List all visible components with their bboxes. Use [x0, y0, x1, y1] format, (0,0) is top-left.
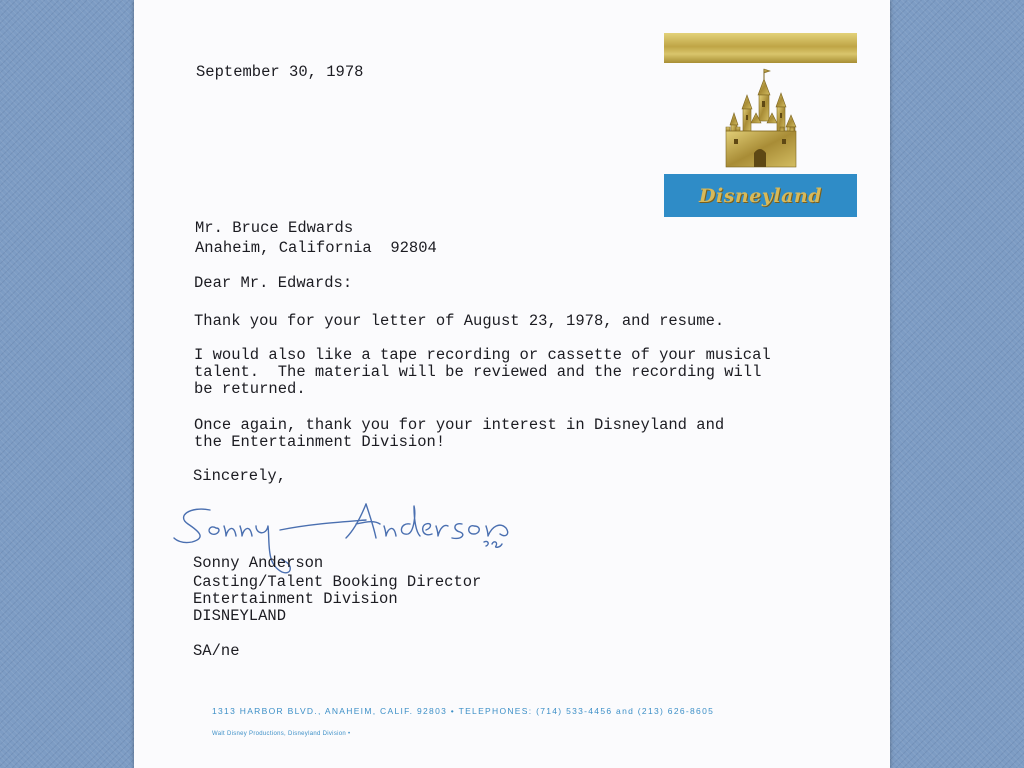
recipient-address: Anaheim, California 92804 [195, 239, 437, 257]
signer-company: DISNEYLAND [193, 607, 287, 625]
paragraph-1: Thank you for your letter of August 23, 1978, and resume. [194, 312, 725, 330]
castle-icon [720, 67, 800, 171]
paragraph-3: Once again, thank you for your interest in Disneyland and the Entertainment Division! [194, 416, 725, 451]
recipient-name: Mr. Bruce Edwards [195, 219, 354, 237]
paragraph-2: I would also like a tape recording or cassette of your musical talent. The material will be reviewed and the recording will be returned. [194, 346, 771, 398]
salutation: Dear Mr. Edwards: [194, 274, 353, 292]
brand-name: Disneyland [699, 184, 822, 207]
signer-division: Entertainment Division [193, 590, 398, 608]
brand-banner [664, 174, 857, 217]
letterhead-division: Walt Disney Productions, Disneyland Division • [212, 731, 351, 737]
signer-title: Casting/Talent Booking Director [193, 573, 482, 591]
letterhead-address: 1313 HARBOR BLVD., ANAHEIM, CALIF. 92803 • TELEPHONES: (714) 533-4456 and (213) 626-8605 [212, 706, 715, 716]
letter-page [134, 0, 890, 768]
gold-foil-bar [664, 33, 857, 63]
letter-date: September 30, 1978 [196, 63, 364, 81]
reference-initials: SA/ne [193, 642, 240, 660]
disneyland-logo [664, 33, 857, 217]
closing: Sincerely, [193, 467, 287, 485]
signer-name: Sonny Anderson [193, 554, 324, 572]
